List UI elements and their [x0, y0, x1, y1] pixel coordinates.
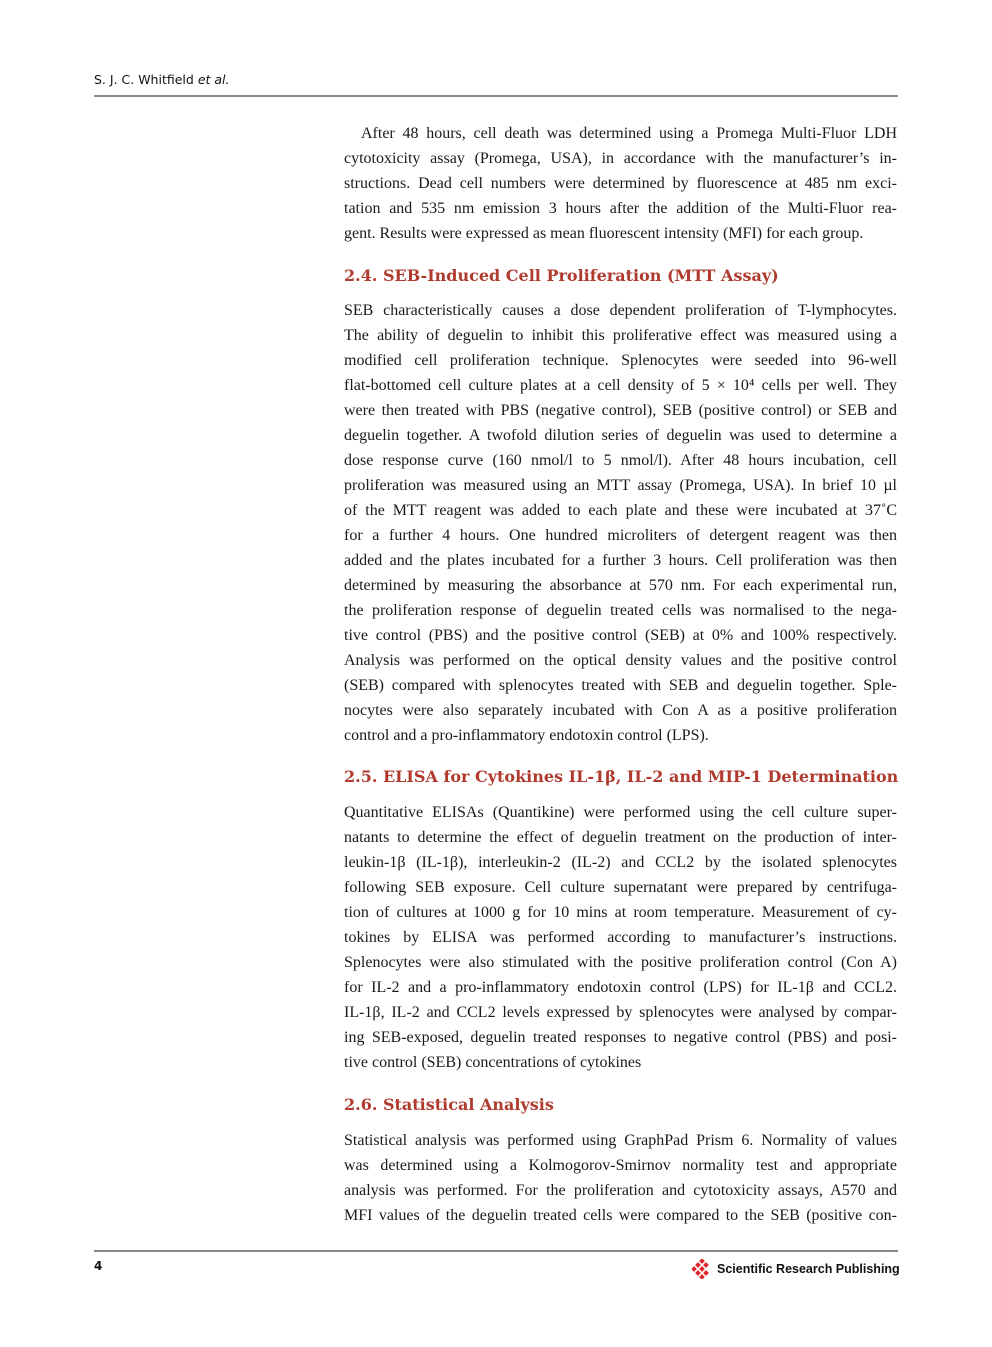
text-line: MFI values of the deguelin treated cells were compared to the SEB (positive con-	[344, 1207, 897, 1224]
text-line: control and a pro-inflammatory endotoxin control (LPS).	[344, 727, 709, 744]
text-line: of the MTT reagent was added to each plate and these were incubated at 37˚C	[344, 502, 897, 519]
text-line: tation and 535 nm emission 3 hours after the addition of the Multi-Fluor rea-	[344, 200, 897, 217]
text-line: proliferation was measured using an MTT assay (Promega, USA). In brief 10 µl	[344, 477, 897, 494]
text-line: tion of cultures at 1000 g for 10 mins at room temperature. Measurement of cy-	[344, 904, 897, 921]
text-line: for IL-2 and a pro-inflammatory endotoxin control (LPS) for IL-1β and CCL2.	[344, 979, 897, 996]
text-line: tive control (SEB) concentrations of cytokines	[344, 1054, 642, 1071]
text-line: nocytes were also separately incubated with Con A as a positive proliferation	[344, 702, 897, 719]
text-line: the proliferation response of deguelin treated cells was normalised to the nega-	[344, 602, 897, 619]
text-line: analysis was performed. For the proliferation and cytotoxicity assays, A570 and	[344, 1182, 897, 1199]
text-line: leukin-1β (IL-1β), interleukin-2 (IL-2) and CCL2 by the isolated splenocytes	[344, 854, 897, 871]
footer-rule	[94, 1250, 898, 1252]
text-line: added and the plates incubated for a further 3 hours. Cell proliferation was then	[344, 552, 897, 569]
paragraph-4	[344, 1128, 897, 1228]
page-number: 4	[94, 1259, 103, 1273]
publisher-name: Scientific Research Publishing	[717, 1262, 900, 1276]
text-line: following SEB exposure. Cell culture supernatant were prepared by centrifuga-	[344, 879, 897, 896]
section-heading-2-5: 2.5. ELISA for Cytokines IL-1β, IL-2 and MIP-1 Determination	[344, 767, 899, 786]
text-line: was determined using a Kolmogorov-Smirnov normality test and appropriate	[344, 1157, 897, 1174]
header-author: S. J. C. Whitfield	[94, 72, 194, 87]
text-line: tokines by ELISA was performed according to manufacturer’s instructions.	[344, 929, 897, 946]
text-line: Statistical analysis was performed using GraphPad Prism 6. Normality of values	[344, 1132, 897, 1149]
publisher-logo-icon	[692, 1259, 712, 1279]
text-line: Analysis was performed on the optical density values and the positive control	[344, 652, 897, 669]
text-line: flat-bottomed cell culture plates at a cell density of 5 × 10⁴ cells per well. They	[344, 377, 897, 394]
text-line: determined by measuring the absorbance at 570 nm. For each experimental run,	[344, 577, 897, 594]
running-header	[94, 72, 229, 87]
text-line: (SEB) compared with splenocytes treated with SEB and deguelin together. Sple-	[344, 677, 897, 694]
section-heading-2-6: 2.6. Statistical Analysis	[344, 1095, 554, 1114]
text-line: ing SEB-exposed, deguelin treated responses to negative control (PBS) and posi-	[344, 1029, 897, 1046]
text-line: After 48 hours, cell death was determined using a Promega Multi-Fluor LDH	[361, 125, 897, 142]
text-line: for a further 4 hours. One hundred microliters of detergent reagent was then	[344, 527, 897, 544]
text-line: tive control (PBS) and the positive control (SEB) at 0% and 100% respectively.	[344, 627, 897, 644]
header-rule	[94, 95, 898, 97]
text-line: deguelin together. A twofold dilution series of deguelin was used to determine a	[344, 427, 897, 444]
section-heading-2-4: 2.4. SEB-Induced Cell Proliferation (MTT Assay)	[344, 266, 779, 285]
header-etal: et al.	[197, 72, 230, 87]
text-line: modified cell proliferation technique. Splenocytes were seeded into 96-well	[344, 352, 897, 369]
text-line: structions. Dead cell numbers were determined by fluorescence at 485 nm exci-	[344, 175, 897, 192]
text-line: natants to determine the effect of deguelin treatment on the production of inter-	[344, 829, 897, 846]
publisher-logo	[692, 1259, 900, 1279]
paragraph-2	[344, 298, 897, 748]
text-line: IL-1β, IL-2 and CCL2 levels expressed by splenocytes were analysed by compar-	[344, 1004, 897, 1021]
text-line: dose response curve (160 nmol/l to 5 nmol/l). After 48 hours incubation, cell	[344, 452, 897, 469]
text-line: Splenocytes were also stimulated with the positive proliferation control (Con A)	[344, 954, 897, 971]
text-line: cytotoxicity assay (Promega, USA), in accordance with the manufacturer’s in-	[344, 150, 897, 167]
text-line: gent. Results were expressed as mean fluorescent intensity (MFI) for each group.	[344, 225, 864, 242]
text-line: The ability of deguelin to inhibit this proliferative effect was measured using a	[344, 327, 897, 344]
text-line: SEB characteristically causes a dose dependent proliferation of T-lymphocytes.	[344, 302, 897, 319]
paragraph-3	[344, 800, 897, 1075]
text-line: Quantitative ELISAs (Quantikine) were performed using the cell culture super-	[344, 804, 897, 821]
text-line: were then treated with PBS (negative control), SEB (positive control) or SEB and	[344, 402, 897, 419]
paragraph-1	[344, 121, 897, 246]
